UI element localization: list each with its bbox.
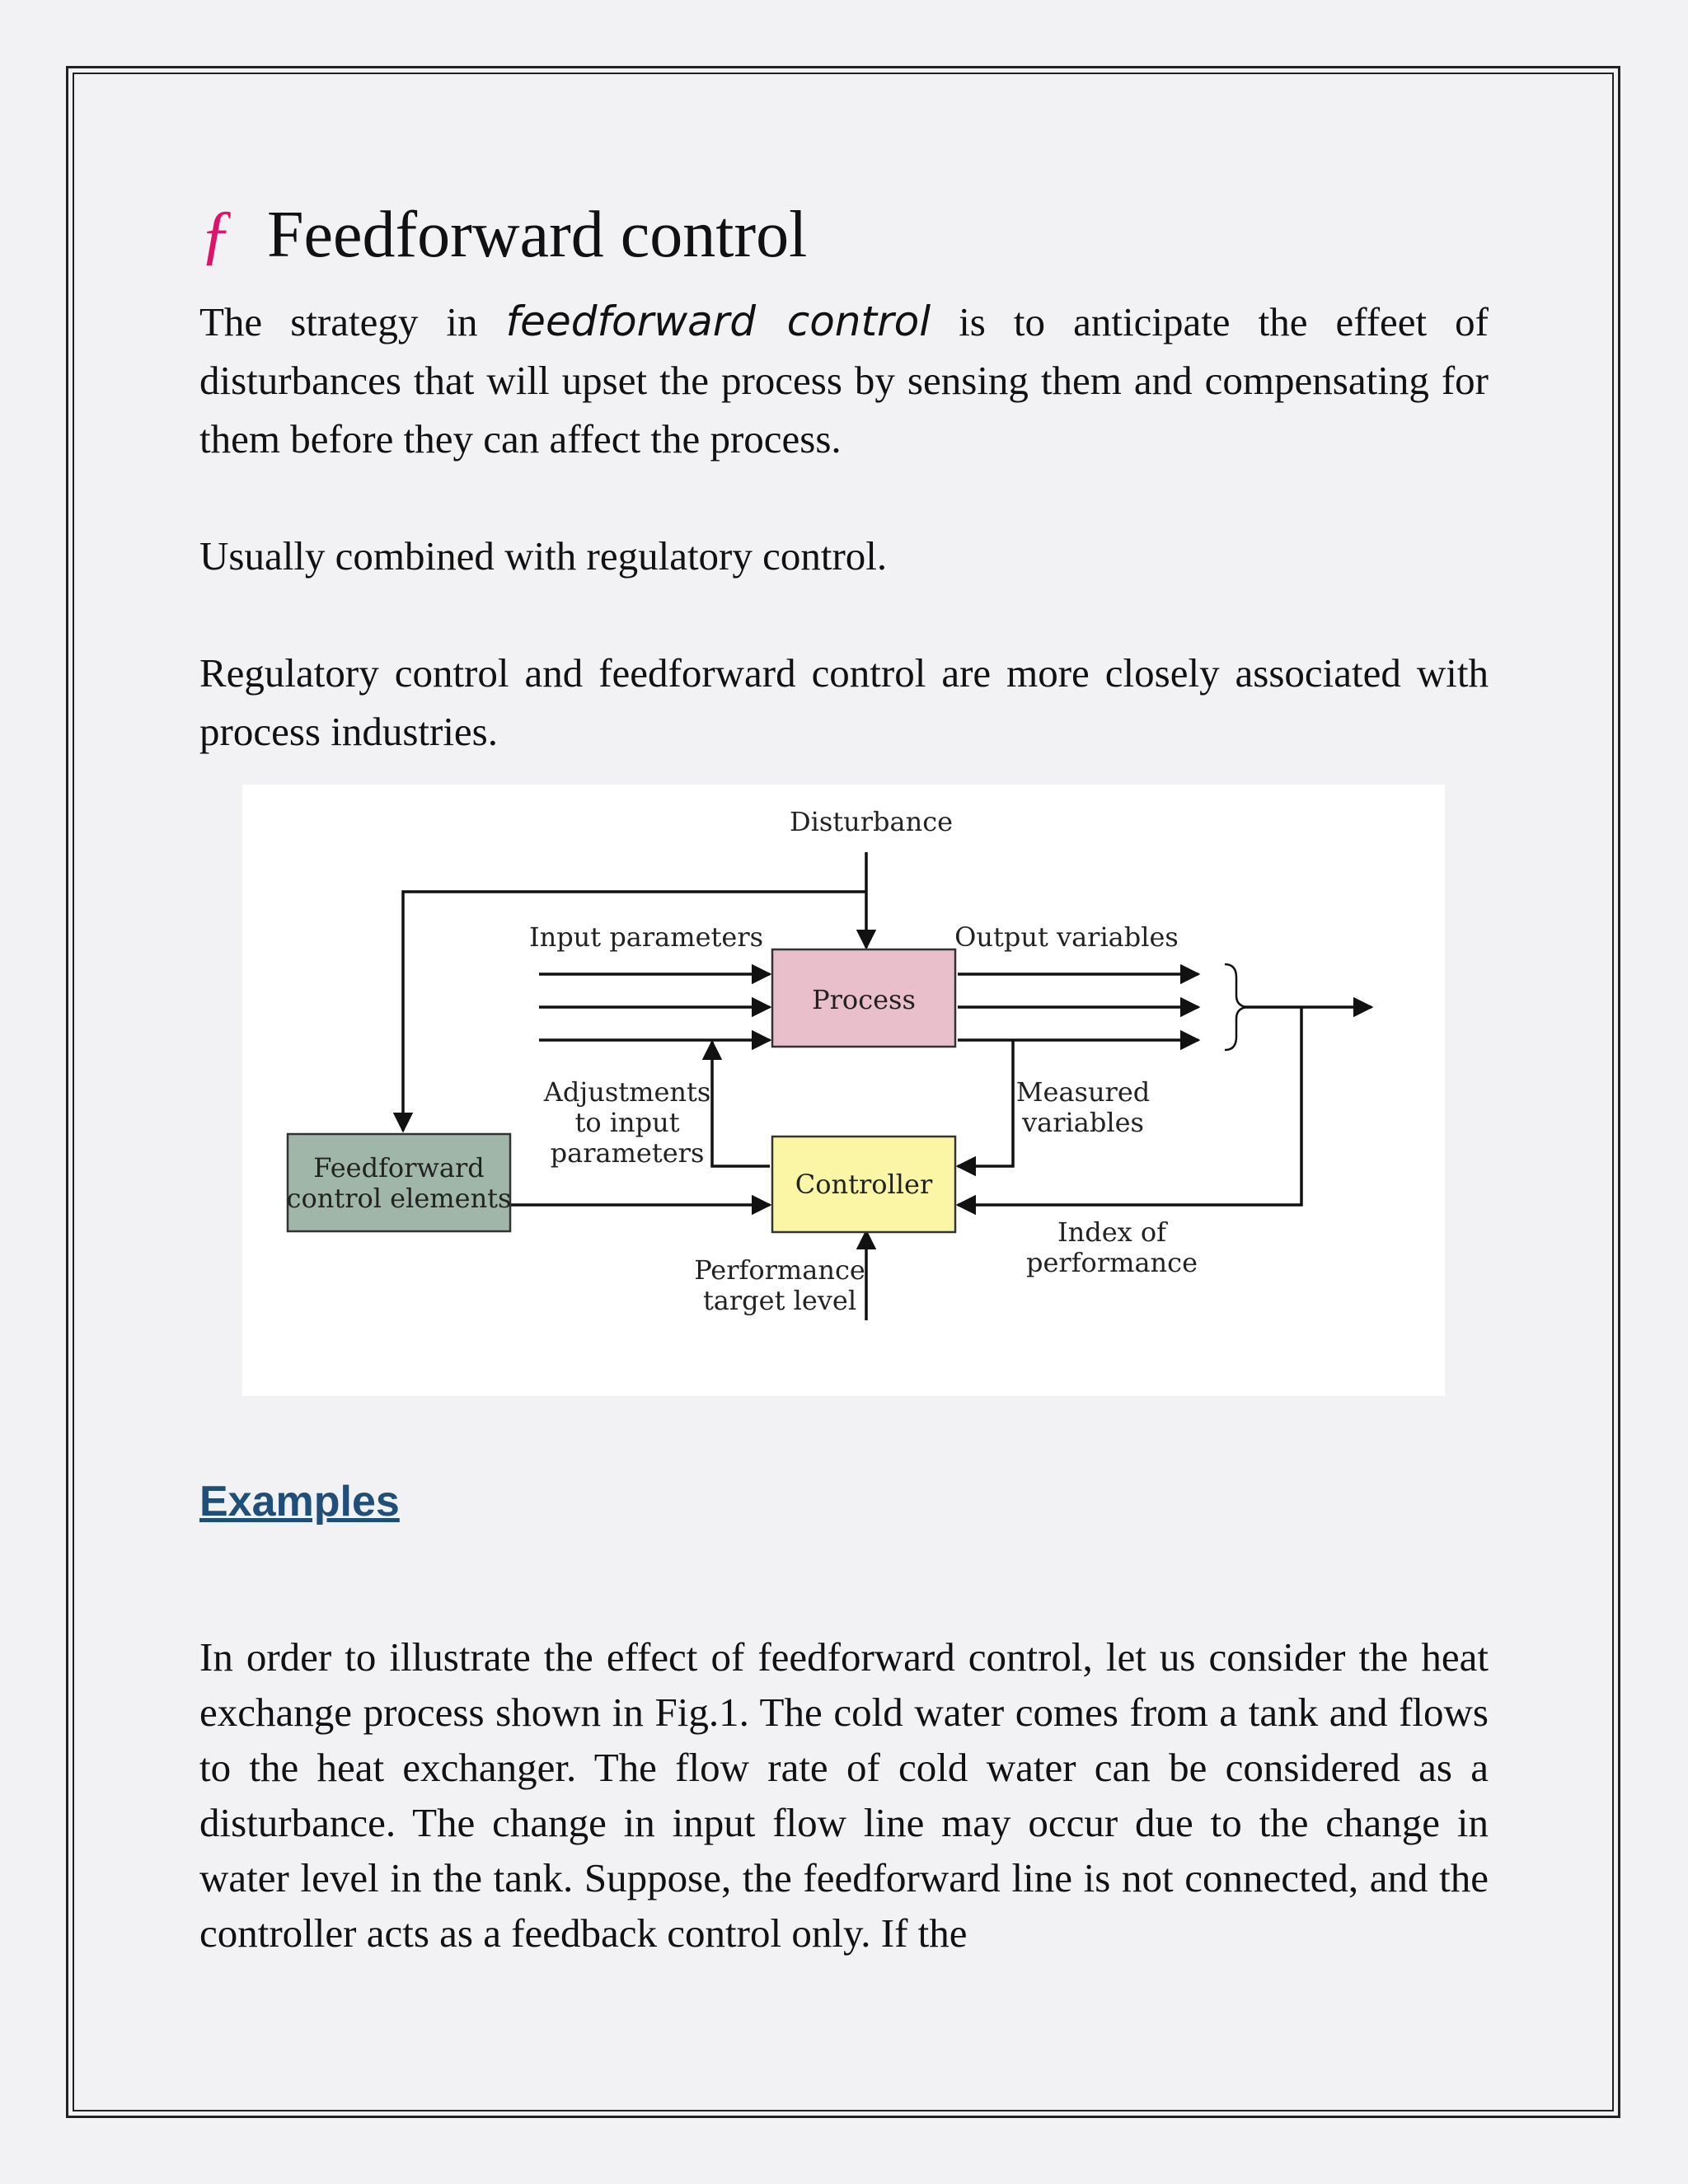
label-adjustments-3: parameters	[550, 1137, 705, 1169]
output-brace	[1225, 964, 1246, 1050]
paragraph-example: In order to illustrate the effect of feedforward control, let us consider the heat exchange process shown in Fig.1. The cold water comes from a tank and flows to the heat exchanger. The flow rate of cold water can be considered as a disturbance. The change in input flow line may occur due to the change in water level in the tank. Suppose, the feedforward line is not connected, and the controller acts as a feedback control only. If the	[199, 1634, 1489, 1956]
paragraph-regulatory: Regulatory control and feedforward control are more closely associated with process industries.	[199, 650, 1489, 754]
label-input-parameters: Input parameters	[528, 921, 764, 953]
label-disturbance: Disturbance	[789, 806, 954, 837]
bullet-icon: ƒ	[199, 196, 233, 271]
paragraph-strategy-start: The strategy in	[199, 299, 506, 344]
section-title: Feedforward control	[267, 199, 808, 271]
label-controller: Controller	[795, 1169, 933, 1200]
label-target-1: Performance	[694, 1254, 865, 1286]
measured-feedback-line	[958, 1040, 1013, 1166]
label-feedforward-1: Feedforward	[313, 1152, 485, 1183]
paragraph-strategy	[199, 293, 1489, 468]
paragraph-combined: Usually combined with regulatory control.	[199, 533, 888, 579]
diagram-svg	[242, 785, 1445, 1396]
paragraph-strategy-end: is to anticipate the effeet of disturbances that will upset the process by sensing them and compensating for them before they can affect the process.	[199, 299, 1489, 462]
feedforward-diagram	[242, 785, 1445, 1396]
label-process: Process	[812, 984, 916, 1015]
label-feedforward-2: control elements	[286, 1183, 512, 1214]
label-adjustments-2: to input	[574, 1107, 680, 1138]
label-target-2: target level	[702, 1285, 857, 1316]
label-adjustments-1: Adjustments	[543, 1076, 711, 1108]
document-body	[199, 196, 1489, 761]
adjustments-line	[712, 1042, 770, 1166]
label-output-variables: Output variables	[954, 921, 1179, 953]
label-index-1: Index of	[1057, 1216, 1166, 1248]
section-heading	[199, 196, 1489, 273]
examples-heading: Examples	[199, 1478, 400, 1526]
label-index-2: performance	[1025, 1247, 1198, 1278]
label-measured-2: variables	[1022, 1107, 1144, 1138]
emphasis-term: feedforward control	[505, 298, 931, 345]
label-measured-1: Measured	[1015, 1076, 1151, 1108]
